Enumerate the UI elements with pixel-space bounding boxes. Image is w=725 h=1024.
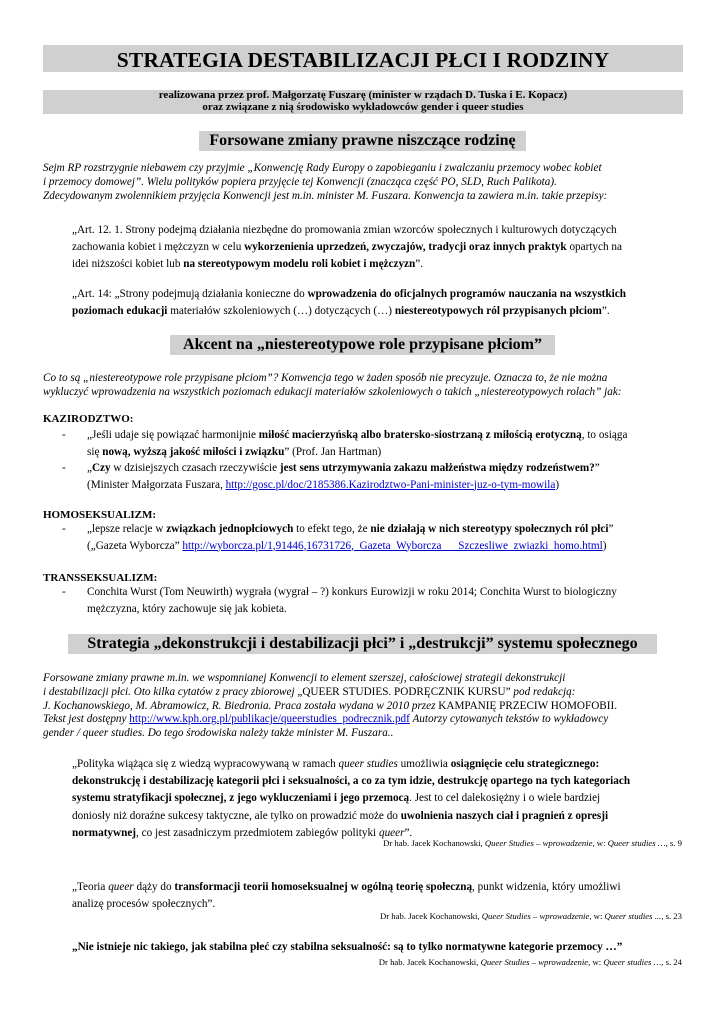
list-item-text: „Jeśli udaje się powiązać harmonijnie miłość macierzyńską albo bratersko-siostrzaną z miłością erotyczną, to osiąga się nową, wyższą jakość miłości i związku” (Prof. Jan Hartman) (87, 429, 628, 458)
quote-line: idei niższości kobiet lub na stereotypowym modelu roli kobiet i mężczyzn”. (72, 258, 424, 271)
page-title: STRATEGIA DESTABILIZACJI PŁCI I RODZINY (43, 45, 683, 72)
list-item-text: Conchita Wurst (Tom Neuwirth) wygrała (wygrał – ?) konkurs Eurowizji w roku 2014; Conchita Wurst to biologiczny mężczyzna, który zachowuje się jak kobieta. (87, 586, 617, 615)
article-14-quote (72, 286, 682, 320)
source-link[interactable]: http://wyborcza.pl/1,91446,16731726,_Gazeta_Wyborcza___Szczesliwe_zwiazki_homo.html (182, 539, 603, 552)
subtitle-line-2: oraz związane z nią środowisko wykładowców gender i queer studies (202, 100, 524, 113)
quote-3: „Nie istnieje nic takiego, jak stabilna płeć czy stabilna seksualność: są to tylko normatywne kategorie przemocy …” (72, 941, 623, 953)
quote-line: poziomach edukacji materiałów szkoleniowych (…) dotyczących (…) niestereotypowych ról przypisanych płciom”. (72, 305, 610, 318)
bullet-dash: - (62, 429, 66, 441)
subtitle-line-1: realizowana przez prof. Małgorzatę Fuszarę (minister w rządach D. Tuska i E. Kopacz) (158, 89, 568, 101)
intro-line: Forsowane zmiany prawne m.in. we wspomnianej Konwencji to element szerszej, całościowej strategii dekonstrukcji (43, 672, 566, 684)
bullet-dash: - (62, 462, 66, 474)
subtitle-box (43, 90, 683, 114)
list-item (62, 521, 682, 555)
intro-line: J. Kochanowskiego, M. Abramowicz, R. Biedronia. Praca została wydana w 2010 przez KAMPANIĘ PRZECIW HOMOFOBII. (43, 699, 617, 712)
list-item-text: „Czy w dzisiejszych czasach rzeczywiście jest sens utrzymywania zakazu małżeństwa między rodzeństwem?” (Minister Małgorzata Fuszara, http://gosc.pl/doc/2185386.Kazirodztwo-Pani-minister-juz-o-tym-mowila) (87, 462, 600, 491)
intro-line: Sejm RP rozstrzygnie niebawem czy przyjmie „Konwencję Rady Europy o zapobieganiu i zwalczaniu przemocy wobec kobiet (43, 162, 602, 174)
bullet-dash: - (62, 586, 66, 598)
citation: Dr hab. Jacek Kochanowski, Queer Studies – wprowadzenie, w: Queer studies …, s. 9 (383, 838, 682, 848)
section-heading-2: Akcent na „niestereotypowe role przypisane płciom” (170, 335, 555, 355)
label-kazirodztwo: KAZIRODZTWO: (43, 413, 134, 425)
article-12-quote (72, 222, 682, 274)
section3-intro (43, 672, 683, 741)
source-link[interactable]: http://gosc.pl/doc/2185386.Kazirodztwo-Pani-minister-juz-o-tym-mowila (225, 478, 556, 491)
intro-line: gender / queer studies. Do tego środowiska należy także minister M. Fuszara.. (43, 727, 394, 740)
quote-line: zachowania kobiet i mężczyzn w celu wykorzenienia uprzedzeń, zwyczajów, tradycji oraz innych praktyk opartych na (72, 241, 622, 254)
label-transseksualizm: TRANSSEKSUALIZM: (43, 572, 158, 584)
quote-line: „Art. 12. 1. Strony podejmą działania niezbędne do promowania zmian wzorców społecznych i kulturowych dotyczących (72, 224, 617, 236)
list-item (62, 460, 682, 494)
quote-2: „Teoria queer dąży do transformacji teorii homoseksualnej w ogólną teorię społeczną, punkt widzenia, który umożliwi analizę procesów społecznych”. (72, 881, 621, 911)
quote-1: „Polityka wiążąca się z wiedzą wypracowywaną w ramach queer studies umożliwia osiągnięcie celu strategicznego: dekonstrukcję i destabilizację kategorii płci i seksualności, a co za tym idzie, destrukcję opartego na tych kategoriach systemu stratyfikacji społecznej, z jego wykluczeniami i jego przemocą. Jest to cel dalekosiężny i o wiele bardziej doniosły niż doraźne sukcesy taktyczne, ale tylko on prowadzić może do uwolnienia naszych ciał i pragnień z opresji normatywnej, co jest zasadniczym przedmiotem zabiegów polityki queer”. (72, 758, 631, 839)
pdf-link[interactable]: http://www.kph.org.pl/publikacje/queerstudies_podrecznik.pdf (129, 713, 410, 726)
citation: Dr hab. Jacek Kochanowski, Queer Studies – wprowadzenie, w: Queer studies ..., s. 23 (379, 911, 682, 921)
quote-line: „Art. 14: „Strony podejmują działania konieczne do wprowadzenia do oficjalnych programów nauczania na wszystkich (72, 288, 626, 300)
section-heading-1: Forsowane zmiany prawne niszczące rodzinę (199, 131, 526, 151)
list-item-text: „lepsze relacje w związkach jednopłciowych to efekt tego, że nie działają w nich stereotypy społecznych ról płci” („Gazeta Wyborcza” http://wyborcza.pl/1,91446,16731726,_Gazeta_Wyborcza___Szczesliwe_zwiazki_homo.html) (87, 523, 614, 552)
bullet-dash: - (62, 523, 66, 535)
label-homoseksualizm: HOMOSEKSUALIZM: (43, 509, 157, 521)
intro-line: Zdecydowanym zwolennikiem przyjęcia Konwencji jest m.in. minister M. Fuszara. Konwencja ta zawiera m.in. takie przepisy: (43, 189, 608, 202)
intro-line: Tekst jest dostępny http://www.kph.org.pl/publikacje/queerstudies_podrecznik.pdf Autorzy cytowanych tekstów to wykładowcy (43, 713, 609, 726)
intro-line: Co to są „niestereotypowe role przypisane płciom”? Konwencja tego w żaden sposób nie precyzuje. Oznacza to, że nie można (43, 372, 608, 384)
list-item (62, 427, 682, 461)
section1-intro (43, 162, 683, 203)
section-heading-3: Strategia „dekonstrukcji i destabilizacji płci” i „destrukcji” systemu społecznego (68, 634, 657, 654)
section2-intro (43, 372, 683, 400)
list-item (62, 584, 682, 618)
intro-line: wykluczyć wprowadzenia na wszystkich poziomach edukacji materiałów szkoleniowych o takich „niestereotypowych rolach” jak: (43, 385, 622, 398)
citation: Dr hab. Jacek Kochanowski, Queer Studies – wprowadzenie, w: Queer studies …, s. 24 (378, 957, 682, 967)
intro-line: i destabilizacji płci. Oto kilka cytatów z pracy zbiorowej „QUEER STUDIES. PODRĘCZNIK KURSU” pod redakcją: (43, 685, 576, 698)
intro-line: i przemocy domowej”. Wielu polityków popiera przyjęcie tej Konwencji (znacząca część PO, SLD, Ruch Palikota). (43, 175, 557, 188)
